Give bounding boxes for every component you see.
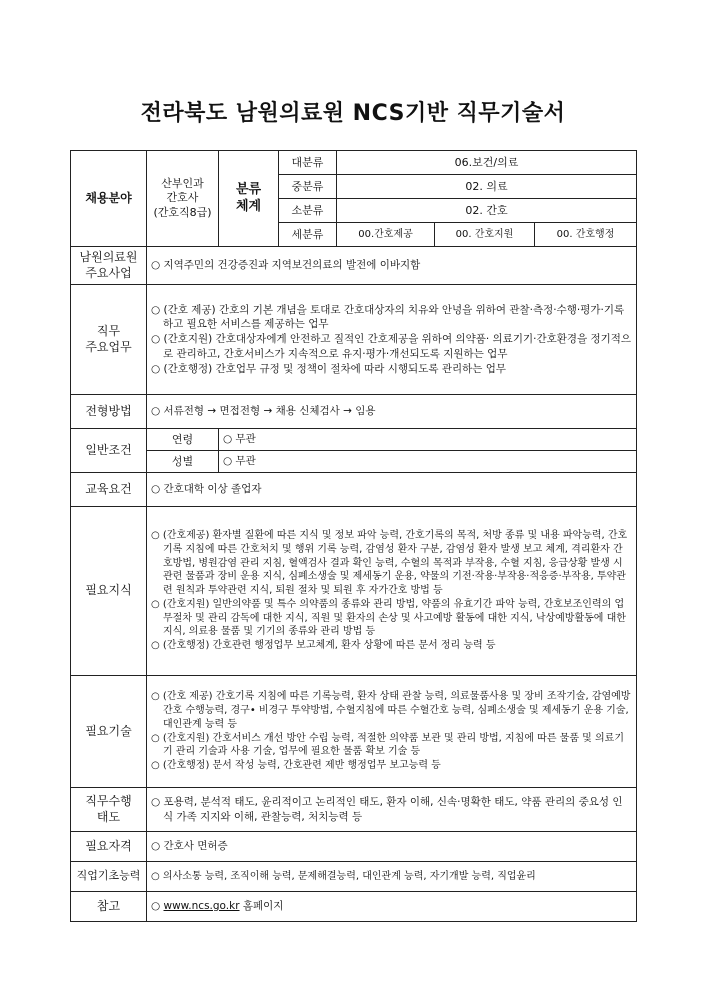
business-label-line: 남원의료원	[79, 249, 138, 264]
skills-item: ○ (간호행정) 문서 작성 능력, 간호관련 제반 행정업무 보고능력 등	[151, 760, 441, 772]
basic-row	[71, 862, 637, 892]
general-age-row	[71, 429, 637, 451]
gender-label: 성별	[147, 451, 219, 473]
age-label: 연령	[147, 429, 219, 451]
business-item: ○ 지역주민의 건강증진과 지역보건의료의 발전에 이바지함	[151, 259, 421, 272]
reference-suffix: 홈페이지	[239, 900, 284, 913]
detail-class-value: 00. 간호행정	[535, 223, 637, 247]
process-content: ○ 서류전형 → 면접전형 → 채용 신체검사 → 임용	[147, 395, 637, 429]
age-value: ○ 무관	[219, 429, 637, 451]
education-label: 교육요건	[71, 473, 147, 507]
duties-item: ○ (간호 제공) 간호의 기본 개념을 토대로 간호대상자의 치유와 안녕을 위하여 관찰·측정·수행·평가·기록하고 필요한 서비스를 제공하는 업무	[151, 303, 625, 331]
middle-class-value: 02. 의료	[337, 175, 637, 199]
recruitment-field-value	[147, 151, 219, 247]
knowledge-content	[147, 507, 637, 676]
middle-class-label: 중분류	[279, 175, 337, 199]
minor-class-value: 02. 간호	[337, 199, 637, 223]
skills-label: 필요기술	[71, 676, 147, 788]
general-gender-row	[71, 451, 637, 473]
field-value-line: (간호직8급)	[153, 205, 212, 219]
attitude-item: ○ 포용력, 분석적 태도, 윤리적이고 논리적인 태도, 환자 이해, 신속·명확한 태도, 약품 관리의 중요성 인식 가족 지지와 이해, 관찰능력, 처치능력 등	[151, 795, 623, 823]
qualification-content: ○ 간호사 면허증	[147, 832, 637, 862]
skills-row	[71, 676, 637, 788]
qualification-label: 필요자격	[71, 832, 147, 862]
duties-label-line: 주요업무	[85, 339, 132, 354]
ncs-link[interactable]: www.ncs.go.kr	[163, 900, 240, 913]
major-class-label: 대분류	[279, 151, 337, 175]
knowledge-label: 필요지식	[71, 507, 147, 676]
attitude-content	[147, 788, 637, 832]
process-row	[71, 395, 637, 429]
classification-row-major	[71, 151, 637, 175]
detail-class-value: 00. 간호지원	[435, 223, 535, 247]
duties-label	[71, 285, 147, 395]
classification-label-line: 체계	[235, 198, 262, 214]
basic-content: ○ 의사소통 능력, 조직이해 능력, 문제해결능력, 대인관계 능력, 자기개발 능력, 직업윤리	[147, 862, 637, 892]
education-content: ○ 간호대학 이상 졸업자	[147, 473, 637, 507]
job-description-table	[70, 150, 637, 922]
duties-label-line: 직무	[96, 323, 121, 338]
field-value-line: 산부인과	[161, 177, 204, 191]
attitude-label-line: 태도	[96, 809, 121, 824]
general-label: 일반조건	[71, 429, 147, 473]
attitude-row	[71, 788, 637, 832]
duties-content	[147, 285, 637, 395]
business-row	[71, 247, 637, 285]
major-class-value: 06.보건/의료	[337, 151, 637, 175]
qualification-row	[71, 832, 637, 862]
knowledge-item: ○ (간호제공) 환자별 질환에 따른 지식 및 정보 파악 능력, 간호기록의 목적, 처방 종류 및 내용 파악능력, 간호기록 지침에 따른 간호처치 및 행위 기록 능력, 감염성 환자 구분, 감염성 환자 발생 보고 체계, 격리환자 간호방법, 병원감염 관리 지침, 혈액검사 결과 확인 능력, 수혈의 목적과 부작용, 수혈 지침, 응급상황 발생 시 관련 물품과 장비 운용 지식, 심폐소생술 및 제세동기 운용, 약물의 기전·작용·부작용·적응증·부작용, 투약관련 원칙과 투약관련 지식, 퇴원 절차 및 퇴원 후 자가간호 방법 등	[151, 529, 628, 597]
document-title: 전라북도 남원의료원 NCS기반 직무기술서	[140, 101, 566, 126]
process-label: 전형방법	[71, 395, 147, 429]
business-content	[147, 247, 637, 285]
attitude-label-line: 직무수행	[85, 793, 132, 808]
duties-item: ○ (간호행정) 간호업무 규정 및 정책이 절차에 따라 시행되도록 관리하는 업무	[151, 362, 507, 375]
reference-label: 참고	[71, 892, 147, 922]
reference-row	[71, 892, 637, 922]
knowledge-item: ○ (간호지원) 일반의약품 및 특수 의약품의 종류와 관리 방법, 약품의 유효기간 파악 능력, 간호보조인력의 업무절차 및 관리 감독에 대한 지식, 직원 및 환자의 손상 및 사고예방 활동에 대한 지식, 낙상예방활동에 대한 지식, 의료용 물품 및 기기의 종류와 관리 방법 등	[151, 598, 626, 638]
reference-prefix: ○	[151, 900, 164, 913]
skills-item: ○ (간호 제공) 간호기록 지침에 따른 기록능력, 환자 상태 관찰 능력, 의료물품사용 및 장비 조작기술, 감염예방간호 수행능력, 경구• 비경구 투약방법, 수혈지침에 따른 수혈간호 능력, 심폐소생술 및 제세동기 운용 기술, 대인관계 능력 등	[151, 691, 631, 730]
classification-system-label	[219, 151, 279, 247]
skills-content	[147, 676, 637, 788]
business-label-line: 주요사업	[85, 265, 132, 280]
recruitment-field-label: 채용분야	[71, 151, 147, 247]
education-row	[71, 473, 637, 507]
basic-label: 직업기초능력	[71, 862, 147, 892]
duties-row	[71, 285, 637, 395]
knowledge-row	[71, 507, 637, 676]
duties-item: ○ (간호지원) 간호대상자에게 안전하고 질적인 간호제공을 위하여 의약품· 의료기기·간호환경을 정기적으로 관리하고, 간호서비스가 지속적으로 유지·평가·개선되도록 지원하는 업무	[151, 333, 632, 360]
attitude-label	[71, 788, 147, 832]
gender-value: ○ 무관	[219, 451, 637, 473]
classification-label-line: 분류	[235, 181, 262, 197]
skills-item: ○ (간호지원) 간호서비스 개선 방안 수립 능력, 적절한 의약품 보관 및 관리 방법, 지침에 따른 물품 및 의료기기 관리 기술과 사용 기술, 업무에 필요한 물품 확보 기술 등	[151, 732, 624, 758]
knowledge-item: ○ (간호행정) 간호관련 행정업무 보고체계, 환자 상황에 따른 문서 정리 능력 등	[151, 640, 496, 652]
reference-content	[147, 892, 637, 922]
detail-class-value: 00.간호제공	[337, 223, 435, 247]
business-label	[71, 247, 147, 285]
detail-class-label: 세분류	[279, 223, 337, 247]
field-value-line: 간호사	[166, 191, 199, 205]
minor-class-label: 소분류	[279, 199, 337, 223]
